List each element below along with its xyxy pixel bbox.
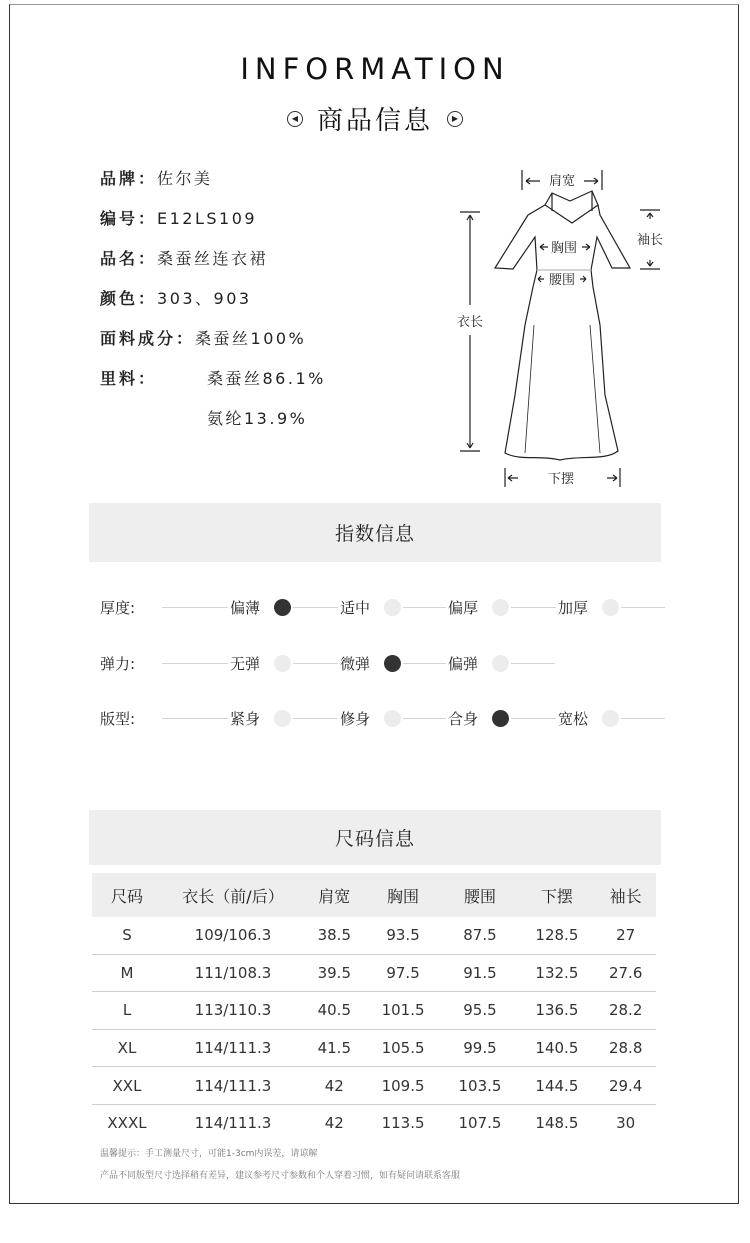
table-cell: 114/111.3 bbox=[194, 1114, 272, 1133]
index-option: 微弹 bbox=[338, 651, 403, 675]
table-cell: XXXL bbox=[107, 1114, 147, 1133]
table-cell: 42 bbox=[304, 1067, 365, 1105]
table-cell: 27 bbox=[595, 917, 656, 954]
dot-icon bbox=[602, 710, 619, 727]
table-cell: 27.6 bbox=[595, 954, 656, 992]
table-cell: 132.5 bbox=[518, 954, 595, 992]
selected-dot-icon bbox=[384, 655, 401, 672]
table-row bbox=[92, 1104, 656, 1141]
table-cell: 144.5 bbox=[518, 1067, 595, 1105]
table-row bbox=[92, 917, 656, 954]
index-option: 偏厚 bbox=[446, 595, 511, 619]
table-cell: 97.5 bbox=[365, 954, 442, 992]
table-cell: M bbox=[92, 954, 162, 992]
dot-icon bbox=[384, 710, 401, 727]
table-cell: 109.5 bbox=[365, 1067, 442, 1105]
table-cell: 113/110.3 bbox=[162, 992, 304, 1030]
table-cell: 148.5 bbox=[535, 1114, 579, 1133]
table-cell: 93.5 bbox=[365, 917, 442, 954]
length-arrows bbox=[467, 215, 473, 448]
circle-arrow-left-icon: ◀ bbox=[287, 111, 303, 127]
index-row-elasticity bbox=[100, 651, 665, 675]
table-cell: 40.5 bbox=[304, 992, 365, 1030]
index-option: 适中 bbox=[338, 595, 403, 619]
table-row bbox=[92, 1067, 656, 1105]
index-option: 紧身 bbox=[228, 706, 293, 730]
table-cell: 107.5 bbox=[458, 1114, 502, 1133]
table-cell: 103.5 bbox=[442, 1067, 519, 1105]
index-option: 偏弹 bbox=[446, 651, 511, 675]
table-cell: 128.5 bbox=[518, 917, 595, 954]
info-color: 颜色：303、903 bbox=[100, 289, 252, 308]
note-line-2: 产品不同版型尺寸选择稍有差异，建议参考尺寸参数和个人穿着习惯，如有疑问请联系客服 bbox=[100, 1171, 461, 1181]
column-header: 尺码 bbox=[92, 873, 162, 917]
table-cell: XL bbox=[92, 1029, 162, 1067]
table-cell: XXL bbox=[92, 1067, 162, 1105]
title-chinese-row bbox=[0, 100, 750, 137]
table-cell: 113.5 bbox=[381, 1114, 425, 1133]
index-section-header: 指数信息 bbox=[89, 503, 661, 562]
table-cell: 95.5 bbox=[442, 992, 519, 1030]
table-cell: S bbox=[92, 917, 162, 954]
sleeve-label: 袖长 bbox=[636, 233, 664, 248]
length-label: 衣长 bbox=[456, 315, 484, 330]
table-cell: 42 bbox=[324, 1114, 344, 1133]
index-option: 加厚 bbox=[556, 595, 621, 619]
table-cell: 28.8 bbox=[595, 1029, 656, 1067]
table-cell: 30 bbox=[616, 1114, 636, 1133]
table-cell: 140.5 bbox=[518, 1029, 595, 1067]
index-row-fit bbox=[100, 706, 665, 730]
size-table-body bbox=[92, 917, 656, 1142]
dot-icon bbox=[384, 599, 401, 616]
table-cell: 41.5 bbox=[304, 1029, 365, 1067]
dot-icon bbox=[274, 655, 291, 672]
table-cell: 99.5 bbox=[442, 1029, 519, 1067]
waist-label: 腰围 bbox=[548, 273, 576, 288]
index-option: 宽松 bbox=[556, 706, 621, 730]
note-line-1: 温馨提示：手工测量尺寸，可能1-3cm内误差，请谅解 bbox=[100, 1149, 318, 1159]
column-header: 腰围 bbox=[442, 873, 519, 917]
index-option: 修身 bbox=[338, 706, 403, 730]
table-cell: 38.5 bbox=[304, 917, 365, 954]
table-cell: 136.5 bbox=[518, 992, 595, 1030]
column-header: 衣长（前/后） bbox=[162, 873, 304, 917]
index-option: 合身 bbox=[446, 706, 511, 730]
index-option: 无弹 bbox=[228, 651, 293, 675]
index-row-thickness bbox=[100, 595, 665, 619]
size-table-header-row bbox=[92, 873, 656, 917]
column-header: 肩宽 bbox=[304, 873, 365, 917]
table-cell: 28.2 bbox=[595, 992, 656, 1030]
index-row-label: 版型: bbox=[100, 710, 136, 728]
column-header: 下摆 bbox=[518, 873, 595, 917]
info-lining-2: 氨纶13.9% bbox=[207, 409, 308, 428]
title-chinese: 商品信息 bbox=[316, 106, 433, 136]
title-english: INFORMATION bbox=[240, 52, 510, 86]
table-cell: 114/111.3 bbox=[162, 1029, 304, 1067]
table-cell: L bbox=[92, 992, 162, 1030]
table-cell: 39.5 bbox=[304, 954, 365, 992]
chest-label: 胸围 bbox=[550, 241, 578, 256]
info-fabric: 面料成分：桑蚕丝100% bbox=[100, 329, 307, 348]
info-brand: 品牌：佐尔美 bbox=[100, 169, 213, 188]
column-header: 胸围 bbox=[365, 873, 442, 917]
shoulder-label: 肩宽 bbox=[548, 174, 576, 189]
index-option: 偏薄 bbox=[228, 595, 293, 619]
table-row bbox=[92, 1029, 656, 1067]
table-cell: 91.5 bbox=[442, 954, 519, 992]
skirt-folds bbox=[525, 325, 600, 453]
table-row bbox=[92, 954, 656, 992]
collar bbox=[545, 191, 598, 223]
dot-icon bbox=[602, 599, 619, 616]
table-cell: 109/106.3 bbox=[162, 917, 304, 954]
circle-arrow-right-icon: ▶ bbox=[447, 111, 463, 127]
table-cell: 114/111.3 bbox=[162, 1067, 304, 1105]
table-cell: 29.4 bbox=[595, 1067, 656, 1105]
info-name: 品名：桑蚕丝连衣裙 bbox=[100, 249, 269, 268]
dot-icon bbox=[492, 599, 509, 616]
size-section-header: 尺码信息 bbox=[89, 810, 661, 865]
info-lining: 里料： 桑蚕丝86.1% bbox=[100, 369, 326, 388]
size-table bbox=[92, 873, 656, 1142]
table-cell: 111/108.3 bbox=[162, 954, 304, 992]
index-row-label: 厚度: bbox=[100, 599, 136, 617]
column-header: 袖长 bbox=[595, 873, 656, 917]
table-cell: 87.5 bbox=[442, 917, 519, 954]
dress-diagram bbox=[440, 165, 680, 495]
table-row bbox=[92, 992, 656, 1030]
selected-dot-icon bbox=[274, 599, 291, 616]
dot-icon bbox=[274, 710, 291, 727]
dot-icon bbox=[492, 655, 509, 672]
index-row-label: 弹力: bbox=[100, 655, 136, 673]
selected-dot-icon bbox=[492, 710, 509, 727]
hem-label: 下摆 bbox=[547, 472, 575, 487]
table-cell: 105.5 bbox=[365, 1029, 442, 1067]
info-code: 编号：E12LS109 bbox=[100, 209, 258, 228]
table-cell: 101.5 bbox=[365, 992, 442, 1030]
